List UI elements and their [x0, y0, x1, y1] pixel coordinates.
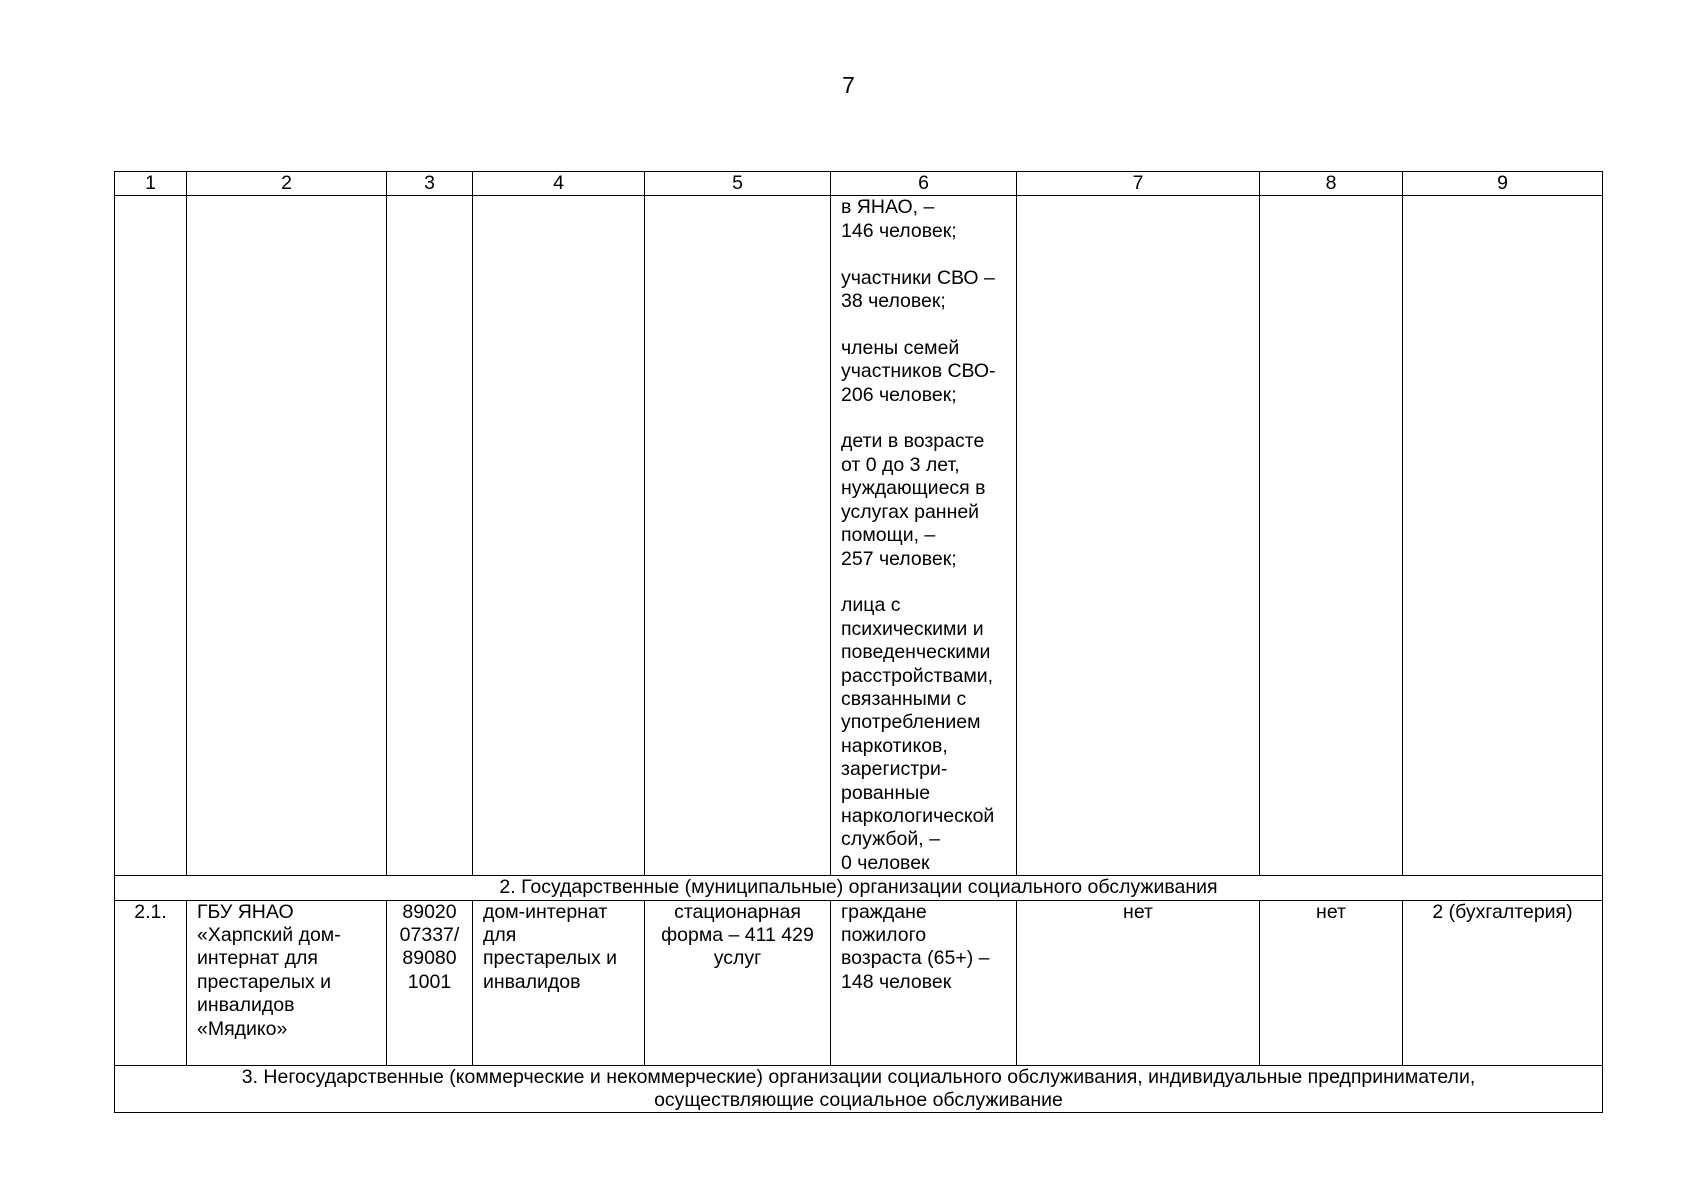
column-header: 5 [645, 172, 831, 196]
column-header: 4 [473, 172, 645, 196]
column-header: 7 [1017, 172, 1260, 196]
table-cell: нет [1260, 900, 1403, 1065]
table-cell: нет [1017, 900, 1260, 1065]
table-row-continued [115, 196, 1603, 876]
section-heading-row [115, 1065, 1603, 1113]
column-header: 3 [387, 172, 473, 196]
recipient-categories-cell: в ЯНАО, – 146 человек; участники СВО – 38 человек; члены семей участников СВО- 206 человек; дети в возрасте от 0 до 3 лет, нуждающиеся в услугах ранней помощи, – 257 человек; лица с психическими и поведенческими расстройствами, связанными с употреблением наркотиков, зарегистри- рованные наркологической службой, – 0 человек [831, 196, 1017, 876]
table-row [115, 900, 1603, 1065]
section-heading-row [115, 876, 1603, 900]
section-3-heading: 3. Негосударственные (коммерческие и некоммерческие) организации социального обслуживания, индивидуальные предприниматели, осуществляющие социальное обслуживание [115, 1065, 1603, 1113]
table-cell [645, 196, 831, 876]
column-header: 2 [187, 172, 387, 196]
section-2-heading: 2. Государственные (муниципальные) организации социального обслуживания [115, 876, 1603, 900]
table-cell [187, 196, 387, 876]
recipients: граждане пожилого возраста (65+) – 148 человек [831, 900, 1017, 1065]
organization-code: 89020 07337/ 89080 1001 [387, 900, 473, 1065]
table-cell [387, 196, 473, 876]
column-header: 9 [1403, 172, 1603, 196]
table-cell [1017, 196, 1260, 876]
table-header-row [115, 172, 1603, 196]
table-cell [1403, 196, 1603, 876]
page-number: 7 [842, 72, 855, 98]
table-cell: 2 (бухгалтерия) [1403, 900, 1603, 1065]
table-cell [115, 196, 187, 876]
data-table [114, 171, 1603, 1113]
table-cell [1260, 196, 1403, 876]
service-form: стационарная форма – 411 429 услуг [645, 900, 831, 1065]
column-header: 1 [115, 172, 187, 196]
column-header: 6 [831, 172, 1017, 196]
column-header: 8 [1260, 172, 1403, 196]
organization-type: дом-интернат для престарелых и инвалидов [473, 900, 645, 1065]
table-cell [473, 196, 645, 876]
organization-name: ГБУ ЯНАО «Харпский дом- интернат для престарелых и инвалидов «Мядико» [187, 900, 387, 1065]
row-number: 2.1. [115, 900, 187, 1065]
